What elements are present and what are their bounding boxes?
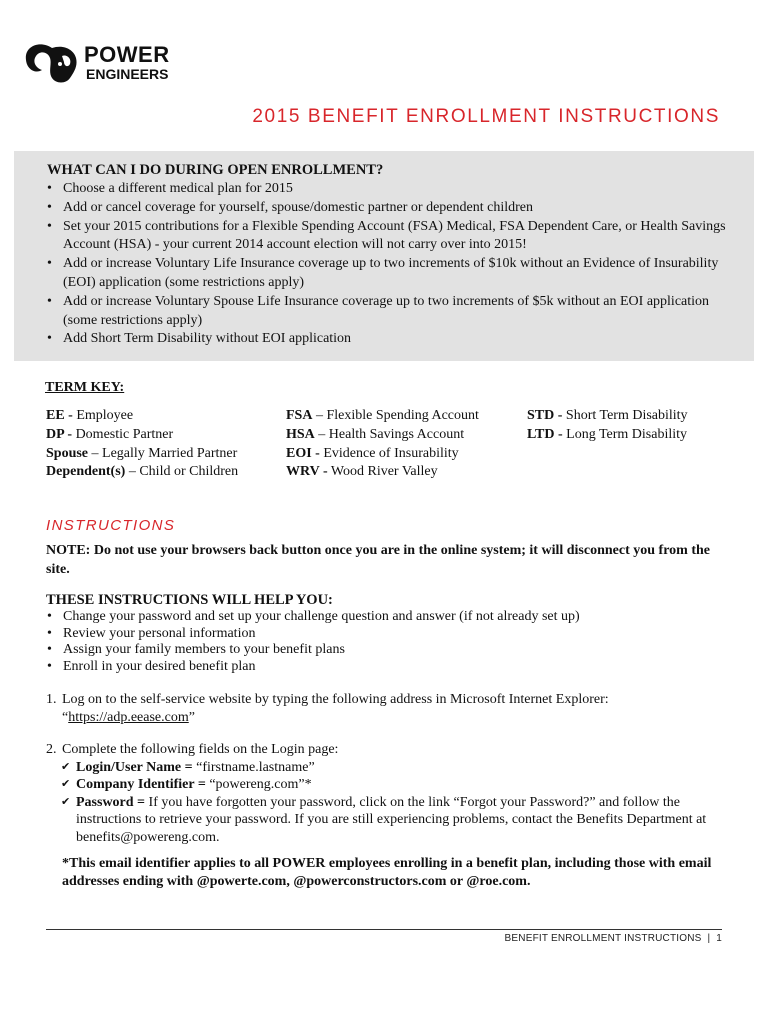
check-icon: ✔ <box>61 795 71 808</box>
check-icon: ✔ <box>61 778 71 790</box>
list-item: • Set your 2015 contributions for a Flexible Spending Account (FSA) Medical, FSA Dependent Care, or Health Savings Account (HSA) - your current 2014 account election will not carry over into 2015! <box>47 218 737 256</box>
login-field-item: ✔ Password = If you have forgotten your password, click on the link “Forgot your Password?” and follow the instructions to retrieve your password. If you are still experiencing problems, contact the Benefits Department at benefits@powereng.com. <box>61 794 707 845</box>
footer-divider <box>46 929 722 930</box>
term-entry: EE - Employee <box>46 408 134 423</box>
term-entry: WRV - Wood River Valley <box>286 464 438 480</box>
help-heading: THESE INSTRUCTIONS WILL HELP YOU: <box>46 592 333 608</box>
term-entry: Spouse – Legally Married Partner <box>46 445 238 461</box>
instructions-heading: INSTRUCTIONS <box>46 517 176 534</box>
check-icon: ✔ <box>61 760 71 773</box>
term-key-column-3 <box>527 407 688 445</box>
list-item: • Choose a different medical plan for 2015 <box>47 180 737 199</box>
list-item: • Add or cancel coverage for yourself, spouse/domestic partner or dependent children <box>47 199 737 218</box>
footer-page-label: BENEFIT ENROLLMENT INSTRUCTIONS | 1 <box>504 933 722 944</box>
login-field-item: ✔ Login/User Name = “firstname.lastname” <box>61 759 315 775</box>
list-item: • Enroll in your desired benefit plan <box>47 659 727 676</box>
term-entry: FSA – Flexible Spending Account <box>286 408 479 423</box>
company-logo <box>22 42 182 88</box>
list-item: • Add Short Term Disability without EOI application <box>47 330 737 349</box>
list-item: • Change your password and set up your challenge question and answer (if not already set up) <box>47 609 727 626</box>
ram-head-icon <box>22 42 82 86</box>
adp-login-link[interactable]: https://adp.eease.com <box>68 709 189 725</box>
term-entry: EOI - Evidence of Insurability <box>286 445 459 461</box>
term-entry: STD - Short Term Disability <box>527 408 688 423</box>
term-key-heading: TERM KEY: <box>45 380 125 395</box>
list-item: • Review your personal information <box>47 626 727 643</box>
open-enrollment-list <box>47 180 737 349</box>
step-2: 2. Complete the following fields on the Login page: ✔ Login/User Name = “firstname.lastname” ✔ Company Identifier = “powereng.com”* ✔ Password = If you have forgotten your password, click on the link “Forgot your Password?” and follow the instructions to retrieve your password. If you are still experiencing problems, contact the Benefits Department at benefits@powereng.com. <box>46 741 726 846</box>
help-list <box>47 609 727 675</box>
term-entry: LTD - Long Term Disability <box>527 426 688 442</box>
logo-word-power: POWER <box>84 42 170 67</box>
step-1: 1. Log on to the self-service website by typing the following address in Microsoft Internet Explorer: “https://adp.eease.com” <box>46 692 609 725</box>
list-item: • Assign your family members to your benefit plans <box>47 642 727 659</box>
term-entry: DP - Domestic Partner <box>46 426 174 442</box>
list-item: • Add or increase Voluntary Spouse Life Insurance coverage up to two increments of $5k without an EOI application (some restrictions apply) <box>47 293 737 331</box>
document-title: 2015 BENEFIT ENROLLMENT INSTRUCTIONS <box>252 106 720 127</box>
term-entry: HSA – Health Savings Account <box>286 426 465 442</box>
email-identifier-note: *This email identifier applies to all POWER employees enrolling in a benefit plan, including those with email addresses ending with @powerte.com, @powerconstructors.com or @roe.com. <box>62 856 712 889</box>
browser-note: NOTE: Do not use your browsers back button once you are in the online system; it will disconnect you from the site. <box>46 543 710 577</box>
term-key-column-2 <box>286 407 479 482</box>
login-field-item: ✔ Company Identifier = “powereng.com”* <box>61 777 312 792</box>
term-entry: Dependent(s) – Child or Children <box>46 464 239 480</box>
logo-word-engineers: ENGINEERS <box>86 66 169 82</box>
list-item: • Add or increase Voluntary Life Insurance coverage up to two increments of $10k without an Evidence of Insurability (EOI) application (some restrictions apply) <box>47 255 737 293</box>
term-key-column-1 <box>46 407 238 482</box>
open-enrollment-heading: WHAT CAN I DO DURING OPEN ENROLLMENT? <box>47 162 384 178</box>
